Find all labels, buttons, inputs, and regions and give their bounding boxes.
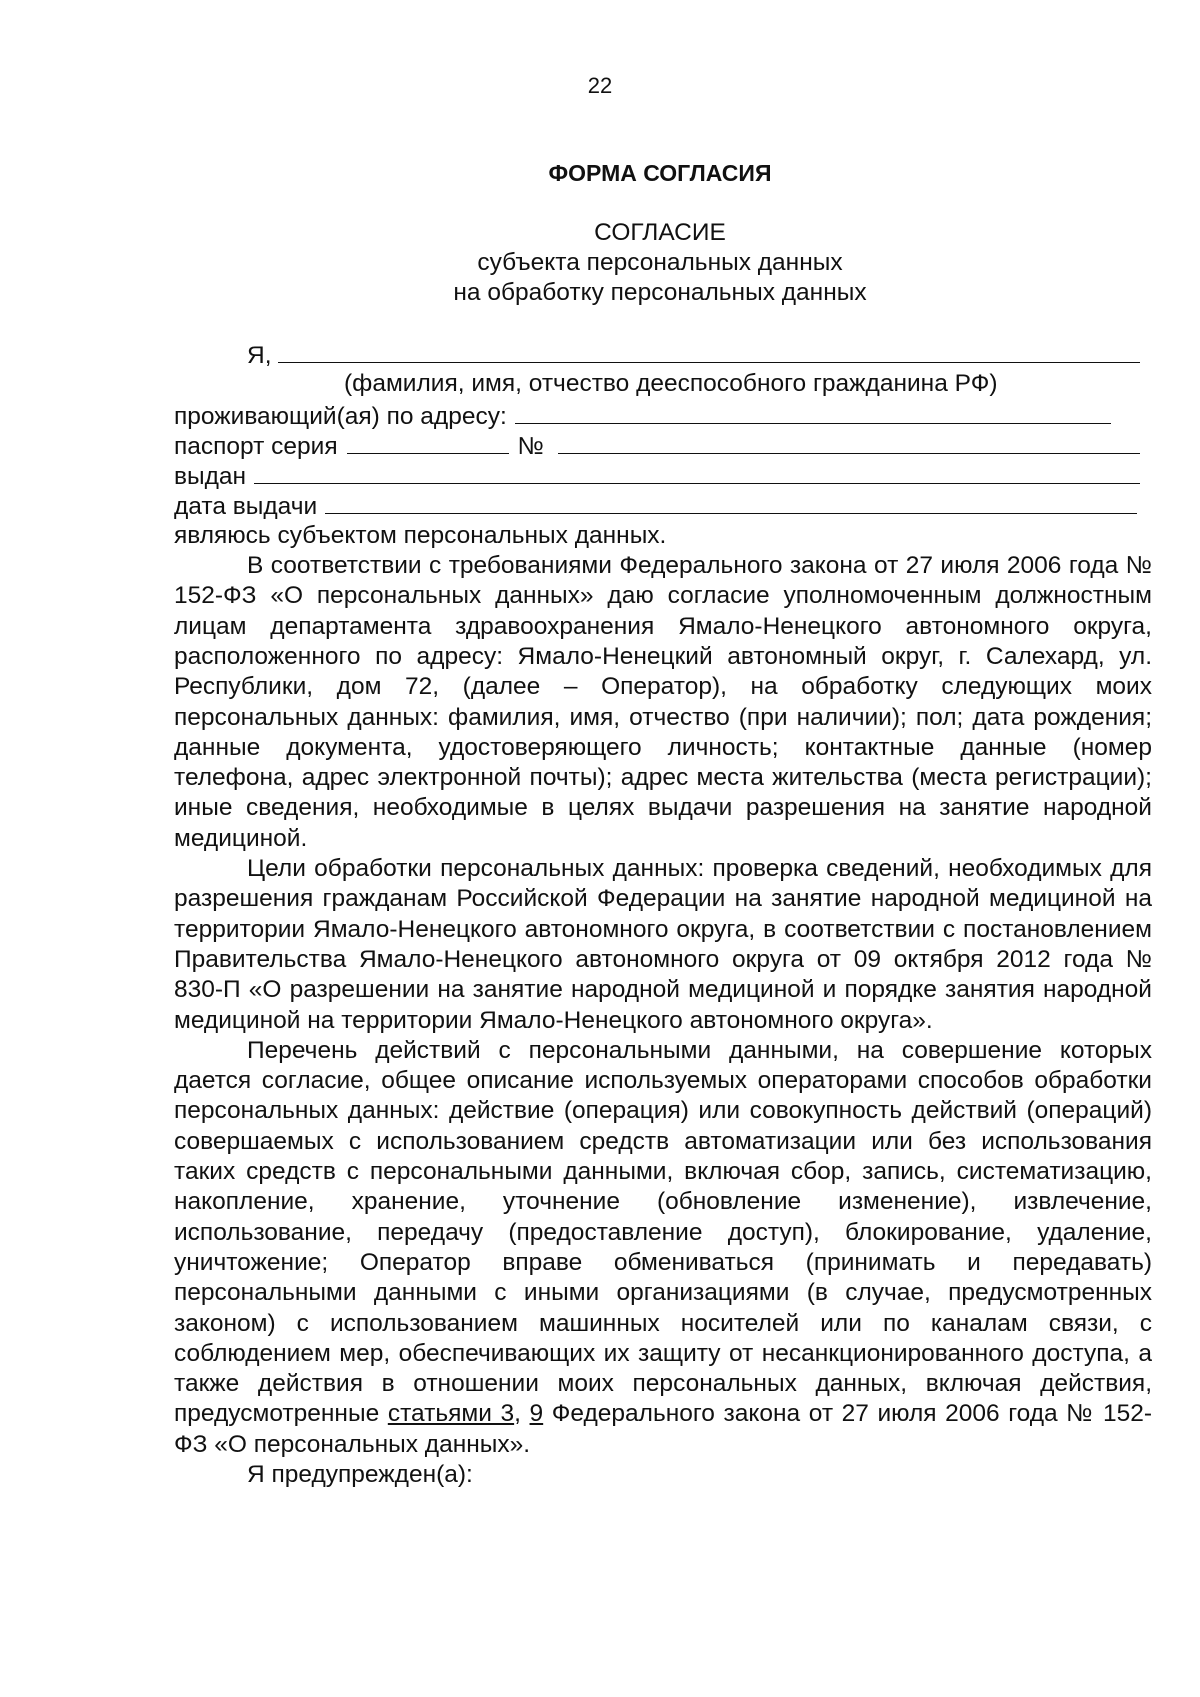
paragraph-3-text: Перечень действий с персональными данными, на совершение которых дается согласие, общее описание используемых операторами способов обработки персональных данных: действие (операция) или совокупность действий (операций) совершаемых с использованием средств автоматизации или без использования таких средств с персональными данными, включая сбор, запись, систематизацию, накопление, хранение, уточнение (обновление изменение), извлечение, использование, передачу (предоставление доступ), блокирование, удаление, уничтожение; Оператор вправе обмениваться (принимать и передавать) персональными данными с иными организациями (в случае, предусмотренных законом) с использованием машинных носителей или по каналам связи, с соблюдением мер, обеспечивающих их защиту от несанкционированного доступа, а также действия в отношении моих персональных данных, включая действия, предусмотренные [174,1036,1152,1428]
consent-heading-line1: СОГЛАСИЕ [594,219,726,246]
link-separator: , [514,1400,530,1428]
consent-heading-line2: субъекта персональных данных [477,249,843,276]
article-9-link[interactable]: 9 [529,1400,544,1428]
page-number: 22 [587,73,613,98]
name-caption-row [174,369,1152,399]
address-row [174,400,1152,430]
consent-heading [0,218,1200,308]
article-3-link[interactable]: статьями 3 [387,1400,515,1428]
i-label: Я, [247,342,272,369]
paragraph-3-tail: Федерального закона от 27 июля 2006 года № 152-ФЗ «О персональных данных». [174,1400,1152,1458]
document-body [174,339,1152,1490]
form-title: ФОРМА СОГЛАСИЯ [548,160,772,186]
subject-statement: являюсь субъектом персональных данных. [174,521,667,549]
full-name-field[interactable] [278,339,1140,363]
address-label: проживающий(ая) по адресу: [174,402,507,430]
passport-number-label: № [517,432,544,460]
name-caption: (фамилия, имя, отчество дееспособного гражданина РФ) [344,370,998,398]
consent-heading-line3: на обработку персональных данных [453,279,867,306]
issue-date-row [174,490,1152,520]
issued-row [174,460,1152,490]
passport-series-field[interactable] [347,430,509,454]
name-row [174,339,1152,369]
consent-paragraph-1: В соответствии с требованиями Федерального закона от 27 июля 2006 года № 152-ФЗ «О персональных данных» даю согласие уполномоченным должностным лицам департамента здравоохранения Ямало-Ненецкого автономного округа, расположенного по адресу: Ямало-Ненецкий автономный округ, г. Салехард, ул. Республики, дом 72, (далее – Оператор), на обработку следующих моих персональных данных: фамилия, имя, отчество (при наличии); пол; дата рождения; данные документа, удостоверяющего личность; контактные данные (номер телефона, адрес электронной почты); адрес места жительства (места регистрации); иные сведения, необходимые в целях выдачи разрешения на занятие народной медициной. [174,552,1152,852]
passport-row [174,430,1152,460]
consent-paragraph-3 [174,1036,1152,1460]
issue-date-label: дата выдачи [174,493,318,521]
subject-statement-row [174,521,1152,551]
issued-by-field[interactable] [254,460,1140,484]
warning-paragraph: Я предупрежден(а): [247,1460,473,1488]
consent-paragraph-2: Цели обработки персональных данных: проверка сведений, необходимых для разрешения гражданам Российской Федерации на занятие народной медициной на территории Ямало-Ненецкого автономного округа, в соответствии с постановлением Правительства Ямало-Ненецкого автономного округа от 09 октября 2012 года № 830-П «О разрешении на занятие народной медициной и порядке занятия народной медициной на территории Ямало-Ненецкого автономного округа». [174,855,1152,1034]
passport-number-field[interactable] [558,430,1140,454]
issued-label: выдан [174,463,247,491]
address-field[interactable] [515,400,1111,424]
passport-series-label: паспорт серия [174,432,338,460]
issue-date-field[interactable] [325,490,1137,514]
